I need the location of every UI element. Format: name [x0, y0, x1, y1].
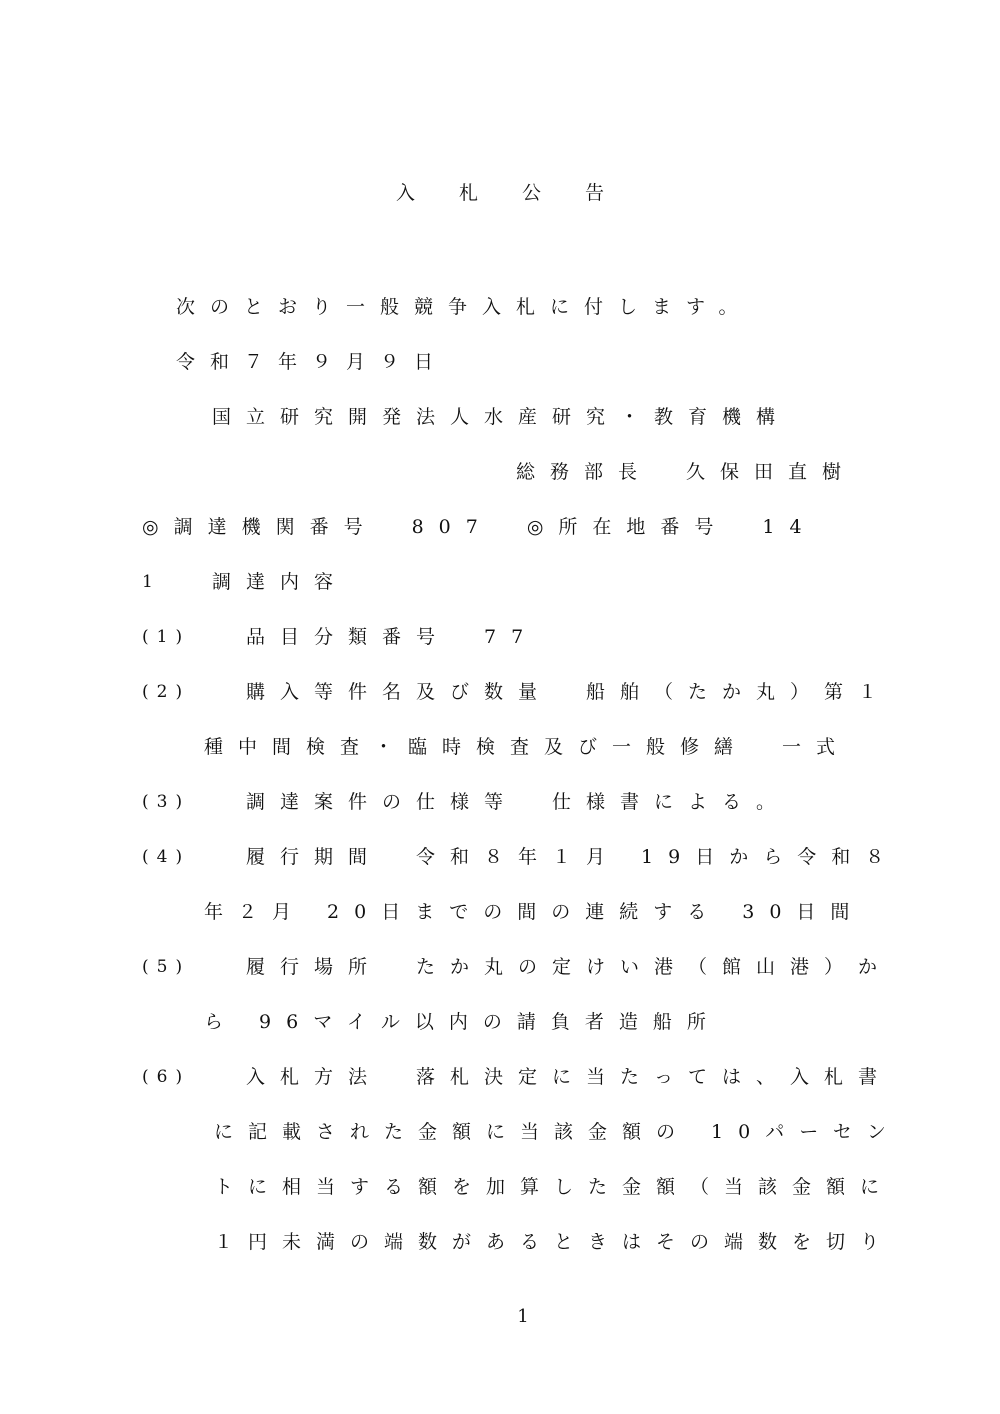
- item-text-continued: １円未満の端数があるときはその端数を切り: [214, 1231, 895, 1253]
- item-text-continued: 年２月 20日までの間の連続する 30日間: [204, 901, 865, 923]
- item-number: (6): [142, 1067, 191, 1087]
- item-text: 入札方法 落札決定に当たっては、入札書: [246, 1066, 893, 1088]
- section-heading: 調達内容: [212, 571, 349, 593]
- procurement-codes: ◎調達機関番号 807 ◎所在地番号 14: [142, 516, 817, 538]
- page-number: 1: [517, 1306, 529, 1327]
- item-number: (2): [142, 682, 191, 702]
- item-number: (4): [142, 847, 191, 867]
- item-text-continued: トに相当する額を加算した金額（当該金額に: [214, 1176, 895, 1198]
- item-text: 品目分類番号 77: [246, 626, 539, 648]
- item-text-continued: ら 96マイル以内の請負者造船所: [204, 1011, 721, 1033]
- signatory: 総務部長 久保田直樹: [516, 461, 857, 483]
- item-text-continued: に記載された金額に当該金額の 10パーセン: [214, 1121, 901, 1143]
- page-title: 入札公告: [395, 182, 648, 204]
- item-number: (3): [142, 792, 191, 812]
- item-number: (5): [142, 957, 191, 977]
- item-text: 履行場所 たか丸の定けい港（館山港）か: [246, 956, 893, 978]
- section-number: 1: [142, 572, 161, 592]
- item-text: 購入等件名及び数量 船舶（たか丸）第１: [246, 681, 893, 703]
- item-text-continued: 種中間検査・臨時検査及び一般修繕 一式: [204, 736, 851, 758]
- organization-name: 国立研究開発法人水産研究・教育機構: [212, 406, 791, 428]
- intro-text: 次のとおり一般競争入札に付します。: [176, 296, 753, 318]
- notice-date: 令和７年９月９日: [176, 351, 449, 373]
- item-number: (1): [142, 627, 191, 647]
- item-text: 履行期間 令和８年１月 19日から令和８: [246, 846, 900, 868]
- item-text: 調達案件の仕様等 仕様書による。: [246, 791, 791, 813]
